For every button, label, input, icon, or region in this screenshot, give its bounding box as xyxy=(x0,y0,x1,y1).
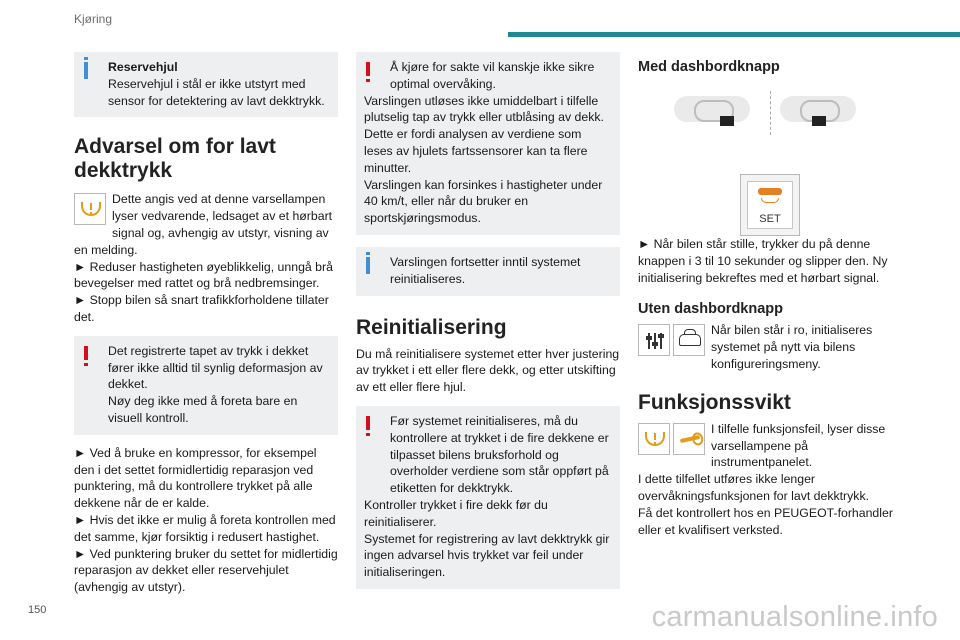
bullet-drive-carefully: ► Hvis det ikke er mulig å foreta kontrollen med det samme, kjør forsiktig i redusert hastighet. xyxy=(74,512,336,544)
warning-box-before-reset xyxy=(356,406,620,589)
header-accent-bar xyxy=(508,32,960,37)
info-marker-icon xyxy=(84,62,88,79)
page-number: 150 xyxy=(28,604,47,616)
warning-text-check-four: Kontroller trykket i fire dekk før du reinitialiserer. xyxy=(364,497,548,529)
warning-lamp-icons xyxy=(74,193,106,225)
reinit-paragraph: Du må reinitialisere systemet etter hver justering av trykket i ett eller flere dekk, og etter utskifting av ett eller flere hjul. xyxy=(356,346,620,395)
settings-sliders-icon xyxy=(638,324,670,356)
tire-pressure-warning-icon xyxy=(74,193,106,225)
warning-text-slow: Å kjøre for sakte vil kanskje ikke sikre optimal overvåking. xyxy=(390,60,595,91)
section-label: Kjøring xyxy=(74,12,113,26)
bullet-compressor: ► Ved å bruke en kompressor, for eksempel den i det settet formidlertidig reparasjon ved punktering, må du kontrollere trykket på alle dekkene når de er kalde. xyxy=(74,445,317,511)
column-3 xyxy=(638,52,902,538)
bullet-reduce-speed: ► Reduser hastigheten øyeblikkelig, unngå brå bevegelser med rattet og brå nedbremsinger. xyxy=(74,259,333,291)
car-config-icon xyxy=(673,324,705,356)
heading-without-dash-button: Uten dashbordknapp xyxy=(638,301,784,318)
heading-reinitialisation: Reinitialisering xyxy=(356,315,507,339)
info-box-until-reset xyxy=(356,247,620,296)
set-button-label: SET xyxy=(759,213,781,225)
dash-stalk-icon xyxy=(812,116,826,126)
info-text-until-reset: Varslingen fortsetter inntil systemet reinitialiseres. xyxy=(390,254,581,286)
watermark: carmanualsonline.info xyxy=(651,601,938,633)
warning-text-check-pressure: Før systemet reinitialiseres, må du kontrollere at trykket i de fire dekkene er tilpasset bilens bruksforhold og overholder verdiene som står oppført på etiketten for dekktrykk. xyxy=(390,413,609,496)
intro-paragraph: Dette angis ved at denne varsellampen lyser vedvarende, ledsaget av et hørbart signal og, avhengig av utstyr, visning av en melding. xyxy=(74,192,333,257)
heading-with-dash-button: Med dashbordknapp xyxy=(638,59,780,75)
malfunction-section xyxy=(638,421,902,471)
column-2 xyxy=(356,52,620,589)
heading-low-pressure: Advarsel om for lavt dekktrykk xyxy=(74,135,276,183)
low-pressure-intro xyxy=(74,191,338,258)
no-dash-section xyxy=(638,322,902,372)
bullet-repair-kit: ► Ved punktering bruker du settet for midlertidig reparasjon av dekket eller reservehjulet (avhengig av utstyr). xyxy=(74,546,338,595)
dash-stalk-icon xyxy=(720,116,734,126)
malfunction-paragraph-2: I dette tilfellet utføres ikke lenger overvåkningsfunksjonen for lavt dekktrykk. xyxy=(638,472,870,503)
warning-text-1: Det registrerte tapet av trykk i dekket fører ikke alltid til synlig deformasjon av dekket. xyxy=(108,343,323,392)
heading-malfunction: Funksjonssvikt xyxy=(638,390,791,414)
malfunction-paragraph-3: Få det kontrollert hos en PEUGEOT-forhandler eller et kvalifisert verksted. xyxy=(638,505,893,537)
tire-warning-lamp-icon xyxy=(758,188,782,195)
dashboard-illustration xyxy=(638,86,902,226)
bullet-stop-car: ► Stopp bilen så snart trafikkforholdene tillater det. xyxy=(74,293,329,324)
warning-marker-icon xyxy=(366,62,370,76)
warning-marker-icon xyxy=(84,346,88,360)
set-button xyxy=(740,174,800,236)
config-menu-icons xyxy=(638,324,705,356)
warning-text-2: Nøy deg ikke med å foreta bare en visuell kontroll. xyxy=(108,394,298,425)
warning-box-visual-check xyxy=(74,336,338,435)
tire-pressure-warning-icon xyxy=(638,423,670,455)
warning-text-speed: Varslingen kan forsinkes i hastigheter under 40 km/t, eller når du bruker en sportskjøringsmodus. xyxy=(364,177,603,226)
steering-wheel-left-icon xyxy=(674,96,750,122)
divider-line xyxy=(770,91,771,135)
dash-button-instructions: ► Når bilen står stille, trykker du på denne knappen i 3 til 10 sekunder og slipper den. Ny initialisering bekreftes med et hørbart signal. xyxy=(638,237,888,285)
column-1 xyxy=(74,52,338,596)
warning-box-monitoring xyxy=(356,52,620,235)
no-dash-paragraph: Når bilen står i ro, initialiseres systemet på nytt via bilens konfigureringsmeny. xyxy=(711,323,873,371)
malfunction-paragraph-1: I tilfelle funksjonsfeil, lyser disse varsellampene på instrumentpanelet. xyxy=(711,421,886,470)
info-text: Reservehjul i stål er ikke utstyrt med sensor for detektering av lavt dekktrykk. xyxy=(108,76,325,108)
warning-text-no-alert: Systemet for registrering av lavt dekktrykk gir ingen advarsel hvis trykket var feil under initialiseringen. xyxy=(364,531,610,580)
wrench-service-icon xyxy=(673,423,705,455)
info-marker-icon xyxy=(366,257,370,274)
warning-text-delay: Varslingen utløses ikke umiddelbart i tilfelle plutselig tap av trykk eller utblåsing av dekk. Dette er fordi analysen av verdiene som leses av hjulets fartssensorer kan ta flere minutter. xyxy=(364,93,604,175)
info-title: Reservehjul xyxy=(108,60,178,74)
malfunction-lamp-icons xyxy=(638,423,705,455)
info-box-spare-wheel xyxy=(74,52,338,117)
warning-marker-icon xyxy=(366,416,370,430)
